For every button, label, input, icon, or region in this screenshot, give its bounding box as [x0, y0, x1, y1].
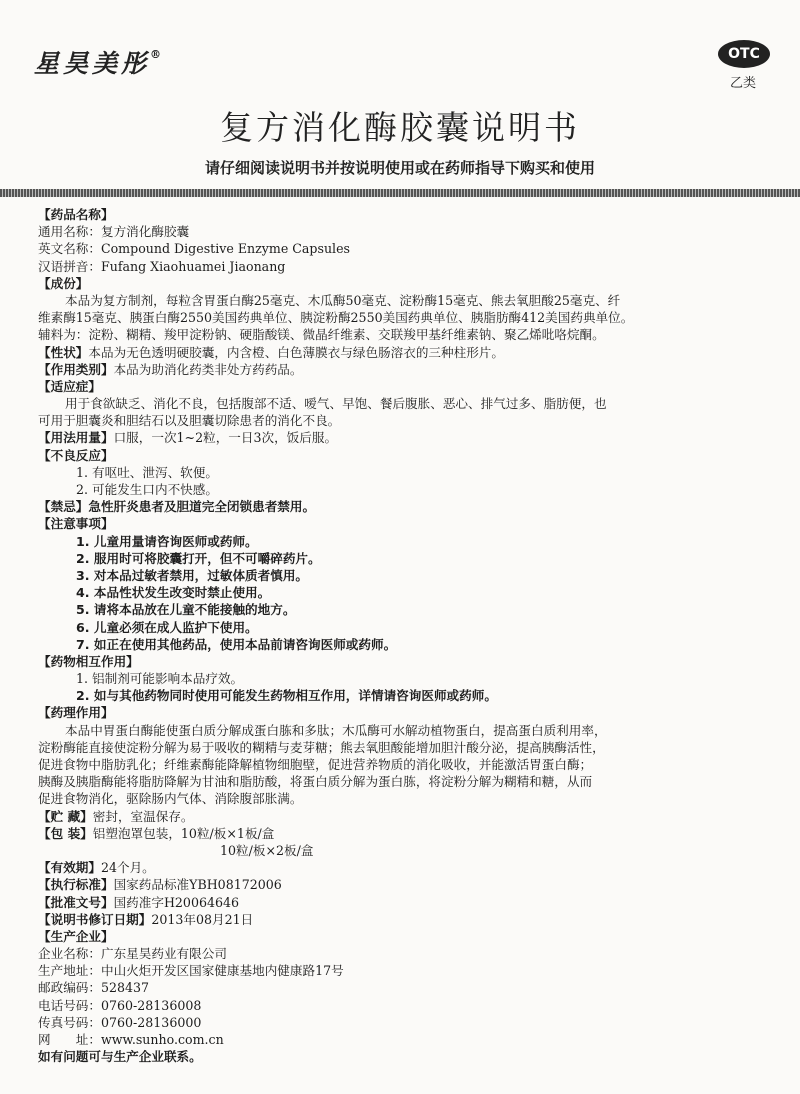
generic-name: 通用名称：复方消化酶胶囊 — [38, 224, 190, 240]
document-subtitle: 请仔细阅读说明书并按说明使用或在药师指导下购买和使用 — [204, 159, 595, 177]
revision-section — [38, 911, 770, 928]
interaction-item: 1. 铝制剂可能影响本品疗效。 — [76, 671, 244, 687]
interaction-item: 2. 如与其他药物同时使用可能发生药物相互作用，详情请咨询医师或药师。 — [76, 688, 497, 704]
indications-line: 用于食欲缺乏、消化不良，包括腹部不适、嗳气、早饱、餐后腹胀、恶心、排气过多、脂肪便，也 — [65, 396, 607, 412]
approval-text: 国药准字H20064646 — [113, 894, 240, 910]
section-heading-indications: 【适应症】 — [38, 378, 101, 394]
otc-class-label: 乙类 — [730, 76, 757, 91]
section-heading-ingredients: 【成份】 — [38, 275, 89, 291]
precaution-item: 5. 请将本品放在儿童不能接触的地方。 — [76, 602, 296, 618]
section-heading-category: 【作用类别】 — [38, 361, 114, 377]
section-heading-adverse: 【不良反应】 — [38, 447, 114, 463]
manufacturer-website: 网 址：www.sunho.com.cn — [38, 1032, 224, 1047]
header-divider-bar — [0, 189, 800, 197]
adverse-item: 1. 有呕吐、泄泻、软便。 — [76, 464, 218, 480]
storage-section — [38, 808, 770, 825]
pharmacology-line: 胰酶及胰脂酶能将脂肪降解为甘油和脂肪酸，将蛋白质分解为蛋白胨，将淀粉分解为糊精和糖，从而 — [38, 774, 593, 790]
section-heading-revision: 【说明书修订日期】 — [38, 911, 152, 927]
category-section — [38, 361, 770, 378]
section-heading-storage: 【贮 藏】 — [38, 808, 93, 824]
brand-name: 星昊美彤 — [34, 49, 151, 78]
storage-text: 密封，室温保存。 — [92, 808, 194, 824]
precaution-item: 4. 本品性状发生改变时禁止使用。 — [76, 585, 271, 601]
section-heading-character: 【性状】 — [38, 344, 89, 360]
section-heading-interactions: 【药物相互作用】 — [38, 653, 139, 669]
ingredients-line: 本品为复方制剂，每粒含胃蛋白酶25毫克、木瓜酶50毫克、淀粉酶15毫克、熊去氧胆酸25毫克、纤 — [65, 292, 621, 308]
otc-badge: OTC — [718, 40, 770, 68]
character-text: 本品为无色透明硬胶囊，内含橙、白色薄膜衣与绿色肠溶衣的三种柱形片。 — [88, 344, 504, 360]
precaution-item: 6. 儿童必须在成人监护下使用。 — [76, 619, 258, 635]
character-section — [38, 344, 770, 361]
leaflet-body — [38, 206, 770, 1065]
section-heading-dosage: 【用法用量】 — [38, 430, 114, 446]
ingredients-line: 维素酶15毫克、胰蛋白酶2550美国药典单位、胰淀粉酶2550美国药典单位、胰脂肪酶412美国药典单位。 — [38, 310, 634, 326]
pharmacology-line: 本品中胃蛋白酶能使蛋白质分解成蛋白胨和多肽；木瓜酶可水解动植物蛋白，提高蛋白质利用率， — [65, 722, 607, 738]
category-text: 本品为助消化药类非处方药药品。 — [113, 361, 303, 377]
section-heading-manufacturer: 【生产企业】 — [38, 928, 114, 944]
standard-section — [38, 876, 770, 893]
package-section — [38, 825, 770, 842]
dosage-section — [38, 429, 770, 446]
precaution-item: 3. 对本品过敏者禁用，过敏体质者慎用。 — [76, 567, 309, 583]
manufacturer-address: 生产地址：中山火炬开发区国家健康基地内健康路17号 — [38, 963, 344, 979]
package-text-2: 10粒/板×2板/盒 — [220, 842, 314, 858]
ingredients-line: 辅料为：淀粉、糊精、羧甲淀粉钠、硬脂酸镁、微晶纤维素、交联羧甲基纤维素钠、聚乙烯吡咯烷酮。 — [38, 327, 605, 343]
validity-text: 24个月。 — [100, 860, 155, 876]
approval-section — [38, 894, 770, 911]
manufacturer-company: 企业名称：广东星昊药业有限公司 — [38, 946, 227, 962]
manufacturer-phone: 电话号码：0760-28136008 — [38, 997, 202, 1013]
pinyin-name: 汉语拼音：Fufang Xiaohuamei Jiaonang — [38, 258, 286, 274]
revision-text: 2013年08月21日 — [151, 911, 254, 927]
registered-mark: ® — [150, 48, 162, 61]
section-heading-validity: 【有效期】 — [38, 860, 101, 876]
brand-logo — [34, 44, 161, 80]
pharmacology-line: 促进食物中脂肪乳化；纤维素酶能降解植物细胞壁，促进营养物质的消化吸收，并能激活胃蛋白酶； — [38, 757, 593, 772]
section-heading-standard: 【执行标准】 — [38, 877, 114, 893]
dosage-text: 口服，一次1~2粒，一日3次，饭后服。 — [113, 430, 338, 446]
section-heading-pharmacology: 【药理作用】 — [38, 705, 114, 721]
manufacturer-fax: 传真号码：0760-28136000 — [38, 1014, 202, 1030]
manufacturer-postcode: 邮政编码：528437 — [38, 980, 150, 996]
section-heading-precautions: 【注意事项】 — [38, 516, 114, 532]
section-heading-contra: 【禁忌】 — [38, 499, 89, 515]
standard-text: 国家药品标准YBH08172006 — [113, 877, 282, 893]
section-heading-name: 【药品名称】 — [38, 207, 114, 222]
package-text: 铝塑泡罩包装，10粒/板×1板/盒 — [92, 825, 275, 841]
footer-note: 如有问题可与生产企业联系。 — [38, 1049, 202, 1065]
precaution-item: 7. 如正在使用其他药品，使用本品前请咨询医师或药师。 — [76, 636, 397, 652]
contra-section — [38, 498, 770, 515]
section-heading-package: 【包 装】 — [38, 825, 93, 841]
validity-section — [38, 859, 770, 876]
pharmacology-line: 促进食物消化，驱除肠内气体、消除腹部胀满。 — [38, 791, 303, 807]
precaution-item: 2. 服用时可将胶囊打开，但不可嚼碎药片。 — [76, 550, 321, 566]
adverse-item: 2. 可能发生口内不快感。 — [76, 482, 218, 497]
section-heading-approval: 【批准文号】 — [38, 894, 114, 910]
indications-line: 可用于胆囊炎和胆结石以及胆囊切除患者的消化不良。 — [38, 413, 341, 429]
english-name: 英文名称：Compound Digestive Enzyme Capsules — [38, 241, 350, 257]
contra-text: 急性肝炎患者及胆道完全闭锁患者禁用。 — [88, 499, 316, 515]
document-title: 复方消化酶胶囊说明书 — [220, 108, 580, 147]
pharmacology-line: 淀粉酶能直接使淀粉分解为易于吸收的糊精与麦芽糖；熊去氧胆酸能增加胆汁酸分泌，提高胰酶活性， — [38, 739, 605, 755]
precaution-item: 1. 儿童用量请咨询医师或药师。 — [76, 533, 258, 549]
